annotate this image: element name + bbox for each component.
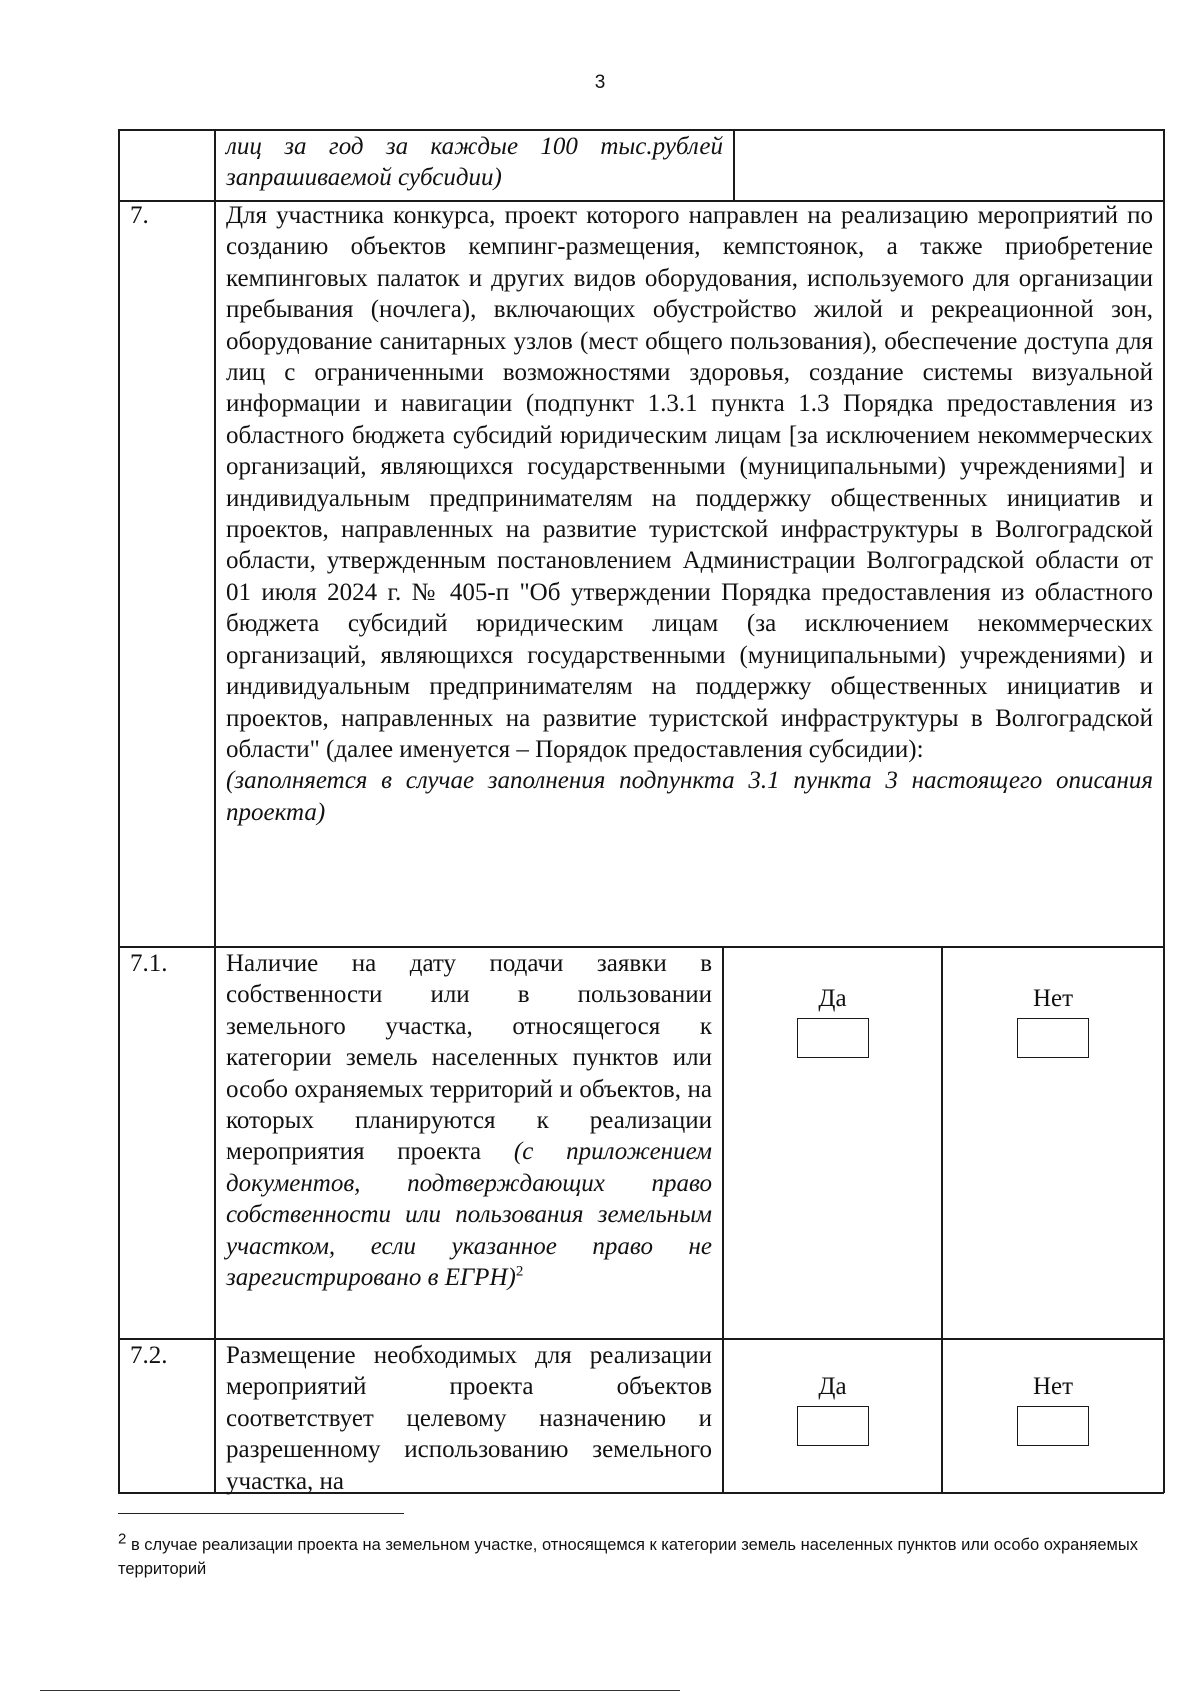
row-text: Наличие на дату подачи заявки в собственности или в пользовании земельного участка, относящегося к категории земель населенных пунктов или особо охраняемых территорий и объектов, на которых планируются к реализации мероприятия проекта bbox=[226, 950, 712, 1166]
no-option bbox=[943, 984, 1163, 1058]
footnote-separator bbox=[118, 1513, 404, 1514]
yes-label: Да bbox=[818, 1373, 847, 1400]
row-number: 7. bbox=[130, 202, 149, 229]
yes-checkbox[interactable] bbox=[797, 1406, 869, 1446]
row-note: (с приложением документов, подтверждающих право собственности или пользования земельным участком, если указанное право не зарегистрировано в ЕГРН) bbox=[226, 1138, 713, 1292]
table-border-right bbox=[1163, 129, 1165, 1493]
table-column-divider bbox=[733, 129, 735, 201]
no-checkbox[interactable] bbox=[1017, 1018, 1089, 1058]
yes-option bbox=[724, 1372, 941, 1446]
row-text: Размещение необходимых для реализации мероприятий проекта объектов соответствует целевому назначению и разрешенному использованию земельного участка, на bbox=[226, 1342, 712, 1495]
table-border-left bbox=[118, 129, 120, 1493]
footnote-marker: 2 bbox=[118, 1530, 127, 1548]
footnote bbox=[118, 1530, 1138, 1581]
row-note: (заполняется в случае заполнения подпункта 3.1 пункта 3 настоящего описания проекта) bbox=[226, 767, 1153, 826]
row-number: 7.1. bbox=[130, 950, 168, 977]
footnote-reference: 2 bbox=[515, 1263, 524, 1280]
footnote-text: в случае реализации проекта на земельном участке, относящемся к категории земель населенных пунктов или особо охраняемых территорий bbox=[118, 1536, 1138, 1578]
row-number: 7.2. bbox=[130, 1342, 168, 1369]
no-option bbox=[943, 1372, 1163, 1446]
no-label: Нет bbox=[1032, 1373, 1074, 1400]
yes-checkbox[interactable] bbox=[797, 1018, 869, 1058]
yes-label: Да bbox=[818, 985, 847, 1012]
row-text: лиц за год за каждые 100 тыс.рублей запрашиваемой субсидии) bbox=[226, 133, 723, 192]
row-text-block bbox=[216, 948, 722, 1293]
no-checkbox[interactable] bbox=[1017, 1406, 1089, 1446]
yes-option bbox=[724, 984, 941, 1058]
row-text: Для участника конкурса, проект которого направлен на реализацию мероприятий по созданию объектов кемпинг-размещения, кемпстоянок, а также приобретение кемпинговых палаток и других видов оборудования, используемого для организации пребывания (ночлега), включающих обустройство жилой и рекреационной зон, оборудование санитарных узлов (мест общего пользования), обеспечение доступа для лиц с ограниченными возможностями здоровья, создание системы визуальной информации и навигации (подпункт 1.3.1 пункта 1.3 Порядка предоставления из областного бюджета субсидий юридическим лицам [за исключением некоммерческих организаций, являющихся государственными (муниципальными) учреждениями] и индивидуальным предпринимателям на поддержку общественных инициатив и проектов, направленных на развитие туристской инфраструктуры в Волгоградской области, утвержденным постановлением Администрации Волгоградской области от 01 июля 2024 г. № 405-п "Об утверждении Порядка предоставления из областного бюджета субсидий юридическим лицам (за исключением некоммерческих организаций, являющихся государственными (муниципальными) учреждениями) и индивидуальным предпринимателям на поддержку общественных инициатив и проектов, направленных на развитие туристской инфраструктуры в Волгоградской области" (далее именуется – Порядок предоставления субсидии): bbox=[226, 202, 1153, 763]
scan-edge-line bbox=[40, 1690, 680, 1691]
row-text-block bbox=[216, 200, 1163, 828]
no-label: Нет bbox=[1032, 985, 1074, 1012]
page-number: 3 bbox=[594, 72, 606, 93]
